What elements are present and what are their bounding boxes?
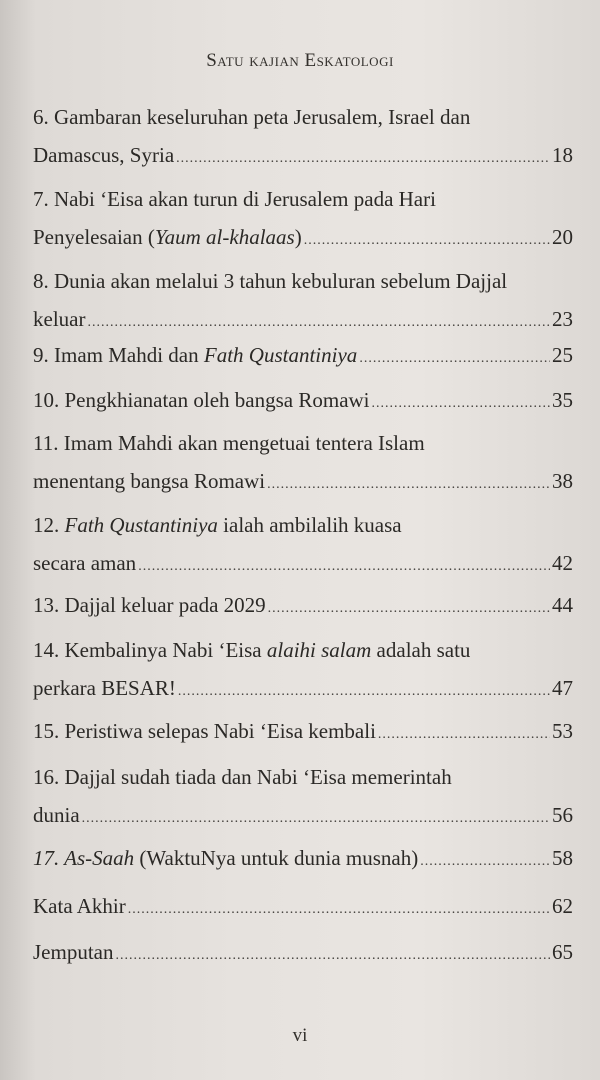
toc-entry-title-cont: secara aman <box>33 551 137 575</box>
toc-entry-14 <box>33 631 573 707</box>
toc-page-number: 20 <box>552 225 573 249</box>
toc-page-number: 42 <box>552 551 573 575</box>
toc-page-number: 44 <box>552 593 573 617</box>
toc-entry-jemputan <box>33 933 573 971</box>
dot-leader <box>304 222 550 260</box>
toc-entry-13 <box>33 586 573 624</box>
toc-entry-title-cont: Penyelesaian (Yaum al-khalaas) <box>33 225 302 249</box>
toc-page-number: 53 <box>552 719 573 743</box>
toc-page-number: 25 <box>552 343 573 367</box>
toc-entry-title-cont: dunia <box>33 803 80 827</box>
toc-entry-title-cont: menentang bangsa Romawi <box>33 469 266 493</box>
dot-leader <box>82 800 550 838</box>
toc-page-number: 18 <box>552 143 573 167</box>
toc-entry-title: 11. Imam Mahdi akan mengetuai tentera Islam <box>33 431 425 455</box>
dot-leader <box>420 843 550 881</box>
toc-entry-title: 16. Dajjal sudah tiada dan Nabi ‘Eisa memerintah <box>33 765 452 789</box>
toc-entry-title: Kata Akhir <box>33 894 126 918</box>
dot-leader <box>372 385 550 423</box>
dot-leader <box>378 716 550 754</box>
dot-leader <box>267 466 550 504</box>
toc-page-number: 62 <box>552 894 573 918</box>
dot-leader <box>178 673 550 711</box>
toc-entry-10 <box>33 381 573 419</box>
toc-page-number: 35 <box>552 388 573 412</box>
toc-entry-title: 7. Nabi ‘Eisa akan turun di Jerusalem pada Hari <box>33 187 436 211</box>
toc-entry-15 <box>33 712 573 750</box>
toc-page-number: 58 <box>552 846 573 870</box>
toc-entry-title: 13. Dajjal keluar pada 2029 <box>33 593 266 617</box>
toc-entry-kata-akhir <box>33 887 573 925</box>
toc-entry-title-cont: Damascus, Syria <box>33 143 175 167</box>
toc-entry-17 <box>33 839 573 877</box>
toc-entry-12 <box>33 506 573 582</box>
dot-leader <box>128 891 550 929</box>
toc-entry-9 <box>33 336 573 374</box>
toc-entry-title: 12. Fath Qustantiniya ialah ambilalih kuasa <box>33 513 402 537</box>
page-folio: vi <box>292 1025 308 1046</box>
toc-entry-6 <box>33 98 573 174</box>
toc-entry-title: 6. Gambaran keseluruhan peta Jerusalem, Israel dan <box>33 105 471 129</box>
dot-leader <box>268 590 550 628</box>
toc-page-number: 56 <box>552 803 573 827</box>
dot-leader <box>138 548 550 586</box>
toc-page-number: 47 <box>552 676 573 700</box>
dot-leader <box>176 140 550 178</box>
running-header: Satu kajian Eskatologi <box>206 50 394 71</box>
toc-entry-title: 14. Kembalinya Nabi ‘Eisa alaihi salam adalah satu <box>33 638 471 662</box>
dot-leader <box>115 937 550 975</box>
toc-entry-title: 15. Peristiwa selepas Nabi ‘Eisa kembali <box>33 719 376 743</box>
dot-leader <box>359 340 550 378</box>
toc-entry-title: 17. As-Saah (WaktuNya untuk dunia musnah) <box>33 846 419 870</box>
toc-page-number: 38 <box>552 469 573 493</box>
toc-entry-title: 10. Pengkhianatan oleh bangsa Romawi <box>33 388 370 412</box>
toc-entry-title-cont: perkara BESAR! <box>33 676 176 700</box>
toc-entry-7 <box>33 180 573 256</box>
toc-entry-title: 9. Imam Mahdi dan Fath Qustantiniya <box>33 343 358 367</box>
toc-entry-title: 8. Dunia akan melalui 3 tahun kebuluran sebelum Dajjal <box>33 269 508 293</box>
toc-entry-title: Jemputan <box>33 940 114 964</box>
toc-page-number: 23 <box>552 307 573 331</box>
toc-entry-title-cont: keluar <box>33 307 86 331</box>
toc-entry-11 <box>33 424 573 500</box>
toc-page-number: 65 <box>552 940 573 964</box>
toc-entry-8 <box>33 262 573 338</box>
toc-entry-16 <box>33 758 573 834</box>
